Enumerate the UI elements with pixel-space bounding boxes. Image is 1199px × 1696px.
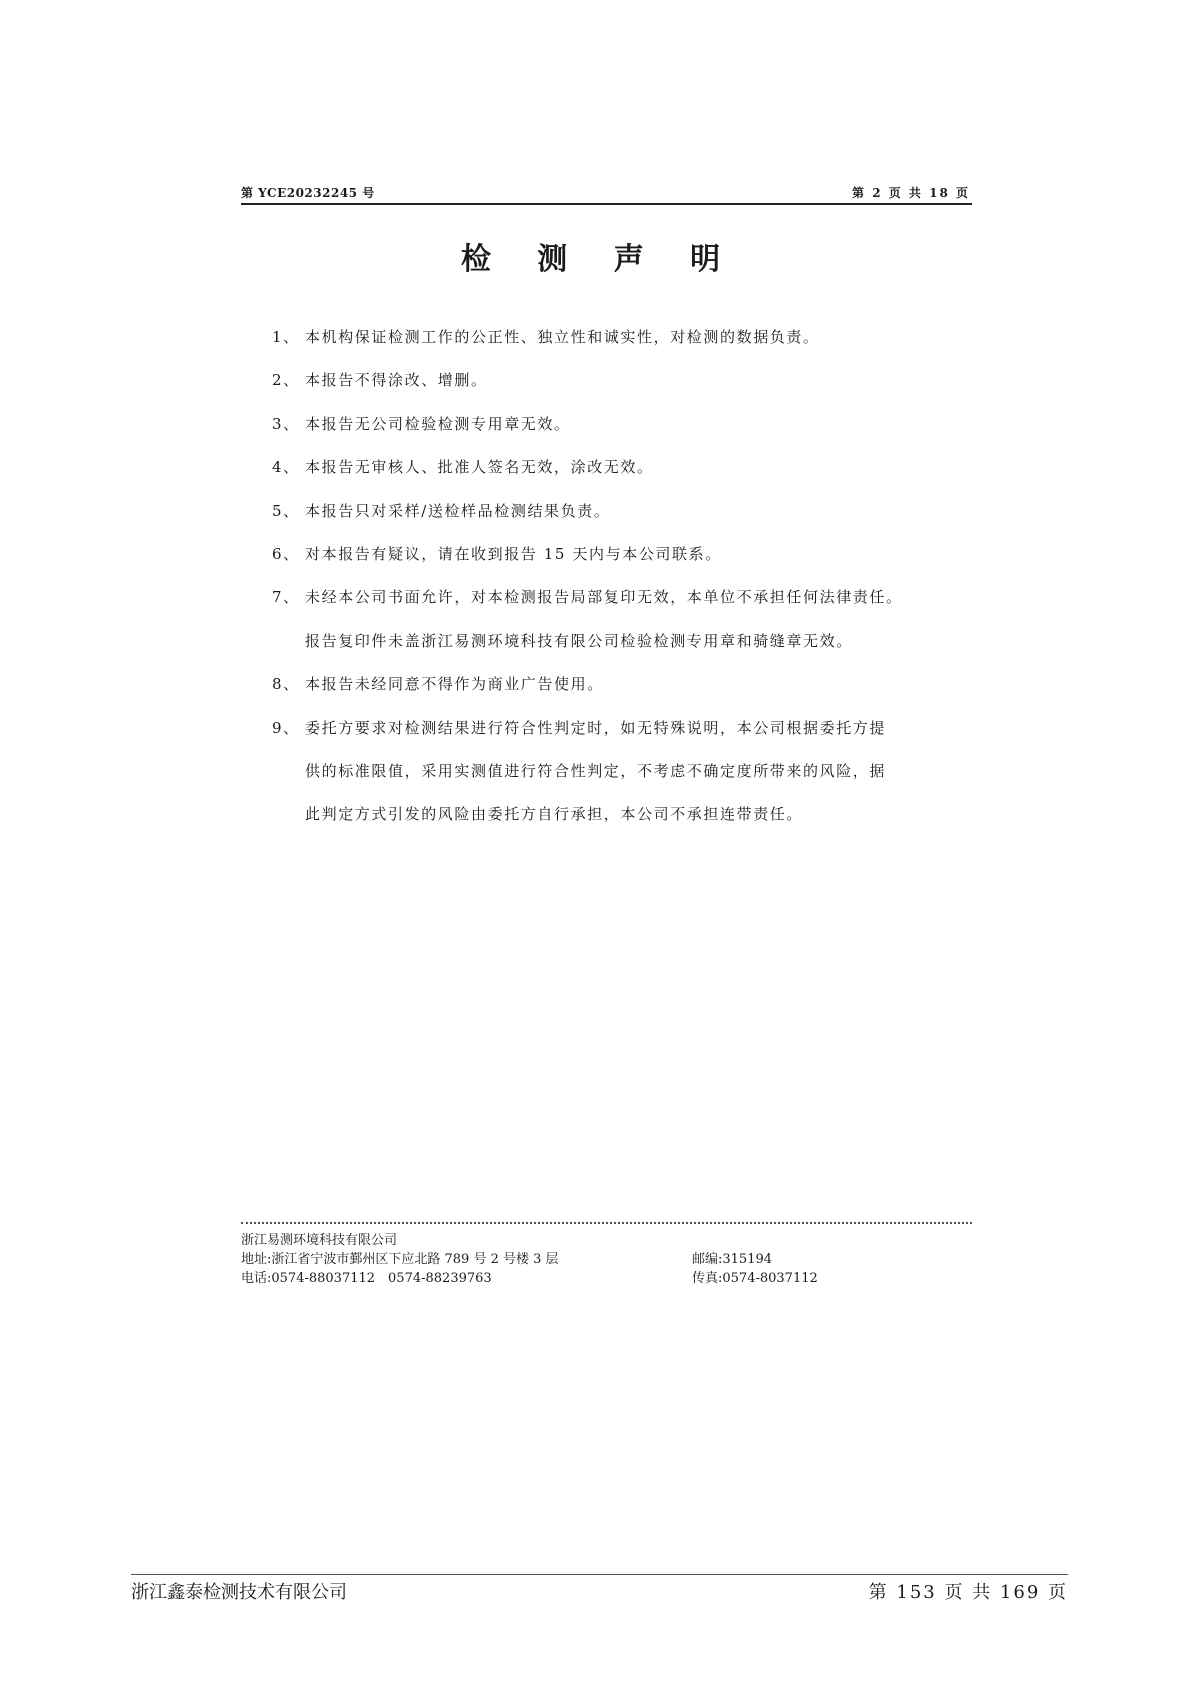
report-number: 第 YCE20232245 号: [241, 186, 375, 200]
company-info-block: [241, 1222, 972, 1286]
statement-number: 8、: [272, 675, 300, 694]
statement-number: 3、: [272, 414, 300, 433]
report-page-info: 第 2 页 共 18 页: [852, 186, 970, 200]
statement-item: [272, 456, 972, 499]
statement-number: 1、: [272, 328, 300, 346]
statement-text: 对本报告有疑议，请在收到报告 15 天内与本公司联系。: [305, 545, 722, 563]
company-address: 地址:浙江省宁波市鄞州区下应北路 789 号 2 号楼 3 层: [241, 1252, 559, 1267]
statement-item: [272, 500, 972, 543]
statement-text: 此判定方式引发的风险由委托方自行承担，本公司不承担连带责任。: [305, 805, 804, 824]
statement-text: 本报告只对采样/送检样品检测结果负责。: [305, 501, 611, 520]
report-header: [241, 183, 972, 205]
footer-company-name: 浙江鑫泰检测技术有限公司: [131, 1582, 347, 1603]
statement-text: 报告复印件未盖浙江易测环境科技有限公司检验检测专用章和骑缝章无效。: [305, 631, 853, 650]
statement-text: 未经本公司书面允许，对本检测报告局部复印无效，本单位不承担任何法律责任。: [305, 588, 903, 607]
company-postcode: 邮编:315194: [692, 1252, 773, 1267]
statement-text: 委托方要求对检测结果进行符合性判定时，如无特殊说明，本公司根据委托方提: [305, 718, 887, 737]
statement-number: 4、: [272, 458, 300, 477]
page-footer: [131, 1574, 1068, 1605]
statement-text: 本报告不得涂改、增删。: [305, 371, 488, 390]
statement-text: 本机构保证检测工作的公正性、独立性和诚实性，对检测的数据负责。: [305, 328, 820, 346]
statement-item: [272, 586, 972, 673]
statement-item: [272, 326, 972, 369]
statement-text: 本报告无公司检验检测专用章无效。: [305, 414, 571, 433]
statement-text: 供的标准限值，采用实测值进行符合性判定，不考虑不确定度所带来的风险，据: [305, 761, 887, 780]
statement-number: 5、: [272, 501, 300, 520]
statement-item: [272, 369, 972, 412]
statement-item: [272, 413, 972, 456]
statement-item: [272, 717, 972, 847]
statement-number: 6、: [272, 545, 300, 563]
company-phone: 电话:0574-88037112 0574-88239763: [241, 1271, 492, 1286]
statement-number: 7、: [272, 588, 300, 607]
footer-page-number: 第 153 页 共 169 页: [868, 1582, 1068, 1603]
document-title: 检 测 声 明: [460, 242, 739, 277]
statement-item: [272, 543, 972, 586]
company-fax: 传真:0574-8037112: [692, 1271, 818, 1286]
statement-number: 9、: [272, 718, 300, 737]
statement-number: 2、: [272, 371, 300, 390]
company-name: 浙江易测环境科技有限公司: [241, 1233, 398, 1248]
statement-text: 本报告无审核人、批准人签名无效，涂改无效。: [305, 458, 654, 477]
statement-text: 本报告未经同意不得作为商业广告使用。: [305, 675, 604, 694]
statement-item: [272, 673, 972, 716]
